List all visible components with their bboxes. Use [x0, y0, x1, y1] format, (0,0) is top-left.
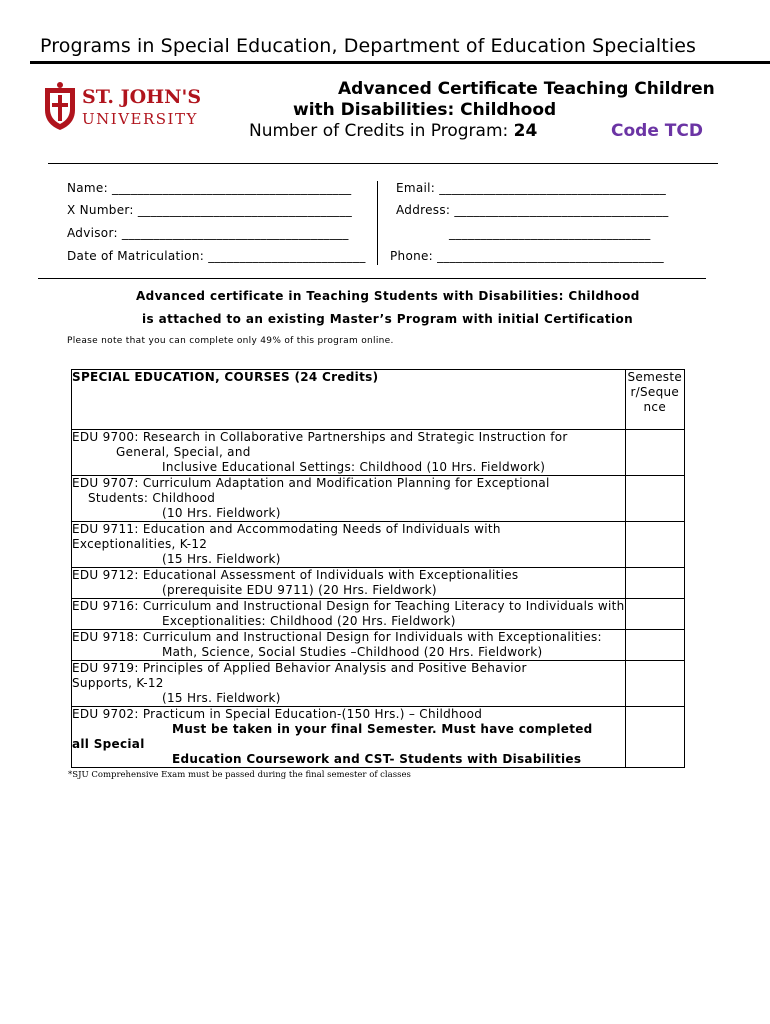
course-edu-9707: EDU 9707: Curriculum Adaptation and Modification Planning for Exceptional Students: Childhood (10 Hrs. Fieldwork)	[72, 476, 626, 522]
table-row	[72, 630, 685, 661]
table-row	[72, 661, 685, 707]
semester-header: Semeste r/Seque nce	[625, 370, 684, 430]
semester-cell[interactable]	[625, 568, 684, 599]
program-code: Code TCD	[611, 121, 703, 141]
section-divider	[48, 163, 718, 164]
semester-cell[interactable]	[625, 630, 684, 661]
footnote: *SJU Comprehensive Exam must be passed during the final semester of classes	[68, 770, 411, 780]
course-edu-9700: EDU 9700: Research in Collaborative Partnerships and Strategic Instruction for General, Special, and Inclusive Educational Settings: Childhood (10 Hrs. Fieldwork)	[72, 430, 626, 476]
table-row	[72, 707, 685, 768]
semester-cell[interactable]	[625, 661, 684, 707]
notice-line2: is attached to an existing Master’s Program with initial Certification	[142, 312, 634, 326]
crest-icon	[45, 82, 75, 130]
table-row	[72, 599, 685, 630]
form-divider	[38, 278, 706, 279]
logo-text-name: ST. JOHN'S	[82, 86, 202, 108]
table-header-row	[72, 370, 685, 430]
form-column-divider	[377, 181, 378, 265]
advisor-field[interactable]: Advisor: ____________________________________	[67, 226, 349, 240]
course-edu-9711: EDU 9711: Education and Accommodating Needs of Individuals with Exceptionalities, K-12 (15 Hrs. Fieldwork)	[72, 522, 626, 568]
address-field[interactable]: Address: __________________________________	[396, 203, 669, 217]
table-row	[72, 568, 685, 599]
top-divider	[30, 61, 770, 64]
program-title-line1: Advanced Certificate Teaching Children	[338, 79, 715, 99]
table-row	[72, 522, 685, 568]
semester-cell[interactable]	[625, 476, 684, 522]
matriculation-date-field[interactable]: Date of Matriculation: _________________________	[67, 249, 366, 263]
courses-header: SPECIAL EDUCATION, COURSES (24 Credits)	[72, 370, 626, 430]
courses-table	[71, 369, 685, 768]
name-field[interactable]: Name: ______________________________________	[67, 181, 352, 195]
semester-cell[interactable]	[625, 522, 684, 568]
address-continued-field[interactable]: ________________________________	[449, 226, 651, 240]
course-edu-9716: EDU 9716: Curriculum and Instructional Design for Teaching Literacy to Individuals with Exceptionalities: Childhood (20 Hrs. Fieldwork)	[72, 599, 625, 628]
program-title-line2: with Disabilities: Childhood	[293, 100, 557, 120]
course-edu-9719: EDU 9719: Principles of Applied Behavior Analysis and Positive Behavior Supports, K-12 (15 Hrs. Fieldwork)	[72, 661, 626, 707]
notice-line1: Advanced certificate in Teaching Students with Disabilities: Childhood	[136, 289, 640, 303]
course-edu-9712: EDU 9712: Educational Assessment of Individuals with Exceptionalities (prerequisite EDU 9711) (20 Hrs. Fieldwork)	[72, 568, 626, 599]
table-row	[72, 476, 685, 522]
semester-cell[interactable]	[625, 430, 684, 476]
course-edu-9702: EDU 9702: Practicum in Special Education-(150 Hrs.) – Childhood Must be taken in your final Semester. Must have completed all Special Education Coursework and CST- Students with Disabilities	[72, 707, 626, 768]
semester-cell[interactable]	[625, 707, 684, 768]
credits-label: Number of Credits in Program:	[249, 121, 509, 141]
x-number-field[interactable]: X Number: __________________________________	[67, 203, 353, 217]
course-edu-9718: EDU 9718: Curriculum and Instructional Design for Individuals with Exceptionalities: Math, Science, Social Studies –Childhood (20 Hrs. Fieldwork)	[72, 630, 626, 661]
phone-field[interactable]: Phone: ____________________________________	[390, 249, 664, 263]
logo-text-university: UNIVERSITY	[82, 110, 198, 128]
credits-value: 24	[513, 121, 538, 141]
email-field[interactable]: Email: ____________________________________	[396, 181, 667, 195]
department-heading: Programs in Special Education, Department of Education Specialties	[40, 35, 697, 57]
credits-row	[249, 121, 537, 141]
semester-cell[interactable]	[625, 599, 684, 630]
table-row	[72, 430, 685, 476]
online-note: Please note that you can complete only 49% of this program online.	[67, 336, 394, 346]
